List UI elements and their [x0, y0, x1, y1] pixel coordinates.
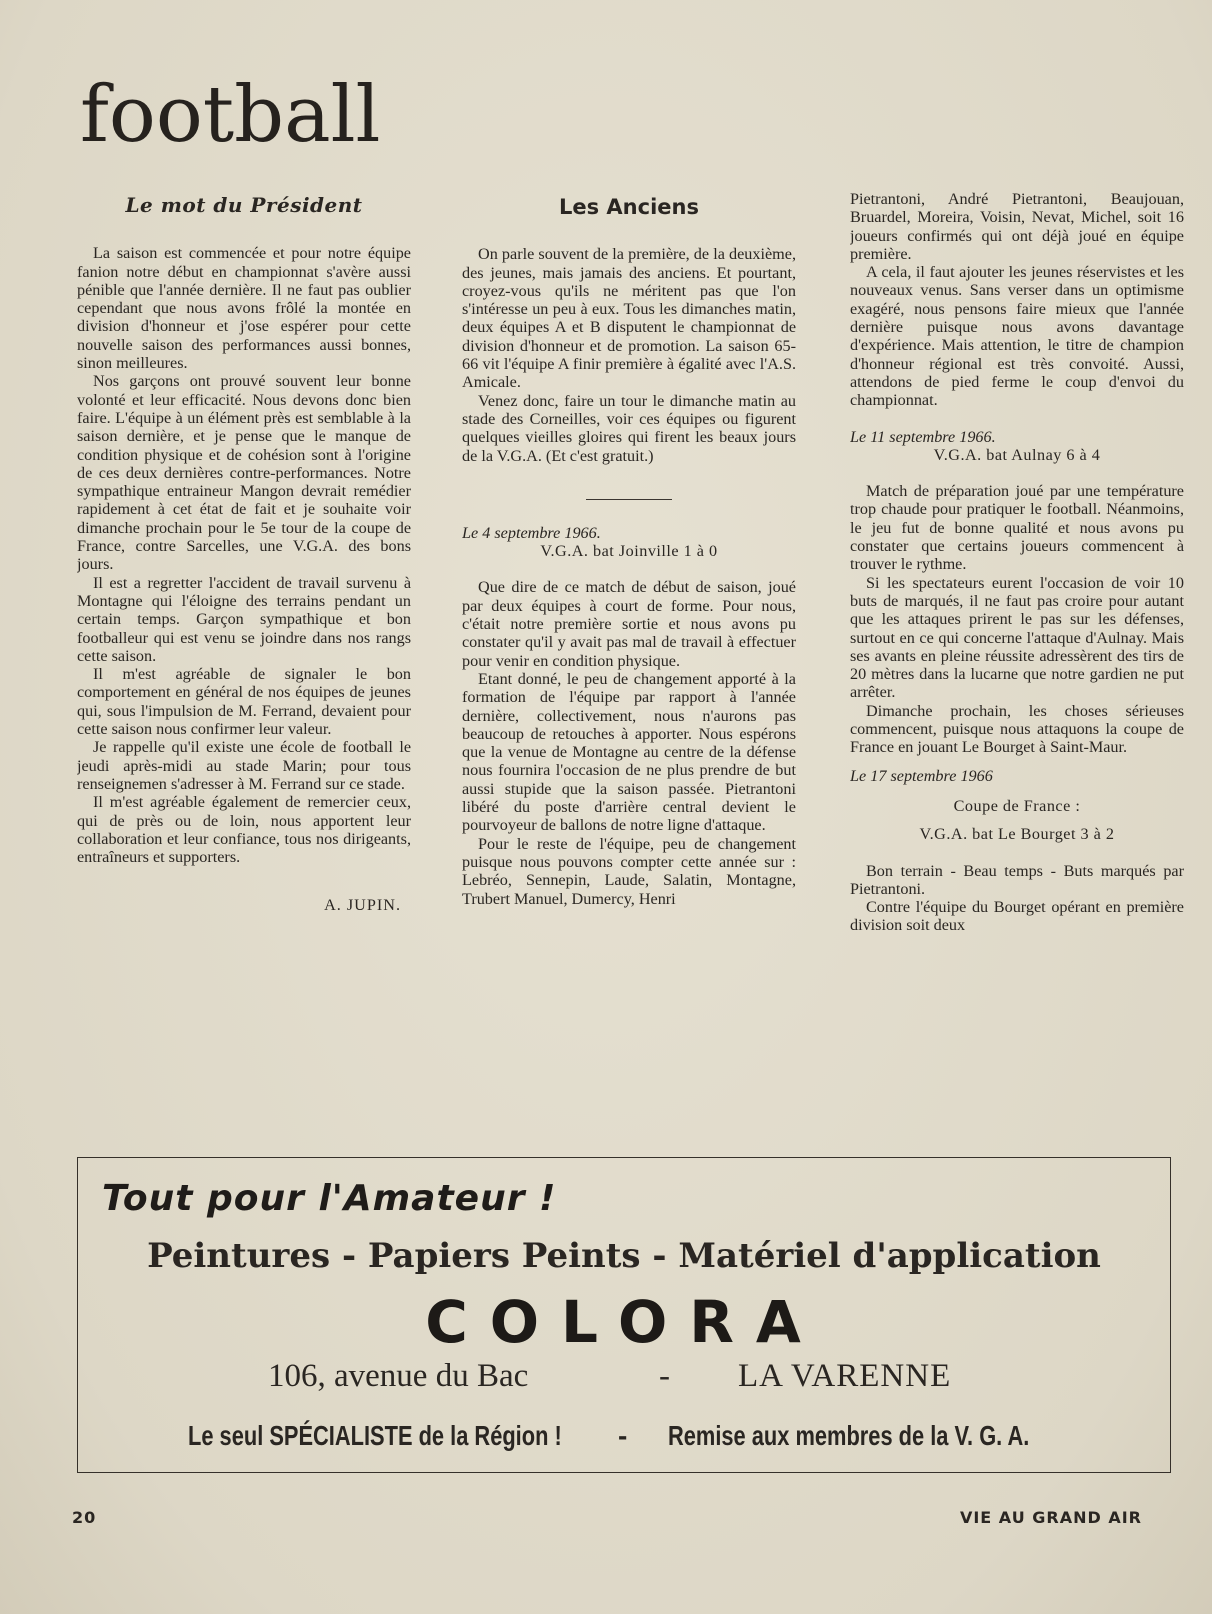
ad-address: 106, avenue du Bac — [268, 1358, 529, 1394]
match-paragraph: Contre l'équipe du Bourget opérant en première division soit deux — [850, 898, 1184, 935]
ad-brand: COLORA — [425, 1288, 823, 1356]
ad-title: Tout pour l'Amateur ! — [102, 1178, 557, 1219]
president-paragraph: Il m'est agréable de signaler le bon comportement en général de nos équipes de jeunes qui, sous l'impulsion de M. Ferrand, devaient pour cette saison nous confirmer leur valeur. — [77, 665, 411, 739]
president-paragraph: Il m'est agréable également de remercier ceux, qui de près ou de loin, nous apportent leur collaboration et leur confiance, tous nos dirigeants, entraîneurs et supporters. — [77, 793, 411, 867]
match-paragraph: Pour le reste de l'équipe, peu de changement puisque nous pouvons compter cette année sur : Lebréo, Sennepin, Laude, Salatin, Montagne, Trubert Manuel, Dumercy, Henri — [462, 834, 796, 908]
ad-specialist: Le seul SPÉCIALISTE de la Région ! — [188, 1420, 562, 1451]
president-paragraph: Nos garçons ont prouvé souvent leur bonne volonté et leur efficacité. Nous devons donc bien faire. L'équipe à un élément près est semblable à la saison dernière, et je pense que le manque de condition physique et de cohésion sont à l'origine de ces deux dernières contre-performances. Notre sympathique entraineur Mangon devrait remédier rapidement à cet état de fait et je souhaite voir dimanche prochain pour le 5e tour de la coupe de France, contre Sarcelles, une V.G.A. des bons jours. — [77, 372, 411, 574]
anciens-paragraph: Venez donc, faire un tour le dimanche matin au stade des Corneilles, voir ces équipes ou figurent quelques vieilles gloires qui firent les beaux jours de la V.G.A. (Et c'est gratuit.) — [462, 391, 796, 465]
column-matches — [850, 190, 1184, 1120]
page-number: 20 — [72, 1508, 97, 1527]
anciens-paragraph: On parle souvent de la première, de la deuxième, des jeunes, mais jamais des anciens. Et pourtant, croyez-vous qu'ils ne méritent pas que l'on s'intéresse un peu à eux. Tous les dimanches matin, deux équipes A et B disputent le championnat de division d'honneur et de promotion. La saison 65-66 vit l'équipe A finir première à égalité avec l'A.S. Amicale. — [462, 245, 796, 392]
section-divider — [586, 499, 672, 500]
match-result: V.G.A. bat Aulnay 6 à 4 — [933, 445, 1101, 464]
match-result: V.G.A. bat Joinville 1 à 0 — [540, 542, 718, 561]
ad-products: Peintures - Papiers Peints - Matériel d'application — [147, 1236, 1101, 1276]
president-paragraph: Je rappelle qu'il existe une école de football le jeudi après-midi au stade Marin; pour tous renseignemen s'adresser à M. Ferrand sur ce stade. — [77, 738, 411, 793]
anciens-heading: Les Anciens — [559, 195, 699, 219]
ad-separator: - — [659, 1358, 670, 1394]
match-paragraph: Bon terrain - Beau temps - Buts marqués par Pietrantoni. — [850, 861, 1184, 898]
column-anciens — [462, 190, 796, 1120]
match-result: V.G.A. bat Le Bourget 3 à 2 — [919, 825, 1115, 844]
match-date: Le 17 septembre 1966 — [850, 766, 993, 785]
ad-discount: Remise aux membres de la V. G. A. — [668, 1420, 1030, 1451]
match-date: Le 11 septembre 1966. — [850, 427, 996, 446]
matches-paragraph: Pietrantoni, André Pietrantoni, Beaujouan, Bruardel, Moreira, Voisin, Nevat, Michel, soit 16 joueurs confirmés qui ont déjà joué en équipe première. — [850, 190, 1184, 263]
match-paragraph: Dimanche prochain, les choses sérieuses commencent, puisque nous attaquons la coupe de France en jouant Le Bourget à Saint-Maur. — [850, 701, 1184, 757]
column-president — [77, 190, 411, 1120]
signature: A. JUPIN. — [324, 896, 401, 915]
matches-paragraph: A cela, il faut ajouter les jeunes réservistes et les nouveaux venus. Sans verser dans un optimisme exagéré, nous pensons faire mieux que l'année dernière puisque nous avons davantage d'expérience. Mais attention, le titre de champion d'honneur régional est très convoité. Aussi, attendons de pied ferme le coup d'envoi du championnat. — [850, 263, 1184, 410]
magazine-name: VIE AU GRAND AIR — [959, 1508, 1142, 1527]
match-paragraph: Si les spectateurs eurent l'occasion de voir 10 buts de marqués, il ne faut pas croire pour autant que les attaques prirent le pas sur les défenses, surtout en ce qui concerne l'attaque d'Aulnay. Mais ses avants en pleine réussite adressèrent des tirs de 20 mètres dans la lucarne que notre gardien ne put arrêter. — [850, 573, 1184, 702]
president-paragraph: La saison est commencée et pour notre équipe fanion notre début en championnat s'avère aussi pénible que l'année dernière. Il ne faut pas oublier cependant que nous avons frôlé la montée en division d'honneur et j'ose espérer pour cette nouvelle saison des performances aussi bonnes, sinon meilleures. — [77, 244, 411, 373]
page-title: football — [80, 70, 381, 160]
ad-separator: - — [618, 1420, 628, 1451]
match-paragraph: Etant donné, le peu de changement apporté à la formation de l'équipe par rapport à l'année dernière, collectivement, nous n'aurons pas beaucoup de retouches à apporter. Nous espérons que la venue de Montagne au centre de la défense nous fournira l'occasion de ne plus prendre de but aussi stupide que la saison passée. Pietrantoni libéré du poste d'arrière central devient le pourvoyeur de ballons de notre ligne d'attaque. — [462, 669, 796, 835]
president-paragraph: Il est a regretter l'accident de travail survenu à Montagne qui l'éloigne des terrains pendant un certain temps. Garçon sympathique et bon footballeur qui est venu se joindre dans nos rangs cette saison. — [77, 573, 411, 665]
president-heading: Le mot du Président — [125, 193, 363, 217]
match-date: Le 4 septembre 1966. — [462, 523, 601, 542]
match-paragraph: Que dire de ce match de début de saison, joué par deux équipes à court de forme. Pour nous, c'était notre première sortie et nous avons pu constater qu'il y avait pas mal de travail à effectuer pour venir en condition physique. — [462, 578, 796, 670]
advertisement-box — [77, 1157, 1171, 1473]
match-paragraph: Match de préparation joué par une température trop chaude pour pratiquer le football. Néanmoins, le jeu fut de bonne qualité et nous avons pu constater que certains joueurs commencent à trouver le rythme. — [850, 482, 1184, 574]
cup-label: Coupe de France : — [953, 796, 1081, 815]
ad-city: LA VARENNE — [738, 1358, 952, 1394]
